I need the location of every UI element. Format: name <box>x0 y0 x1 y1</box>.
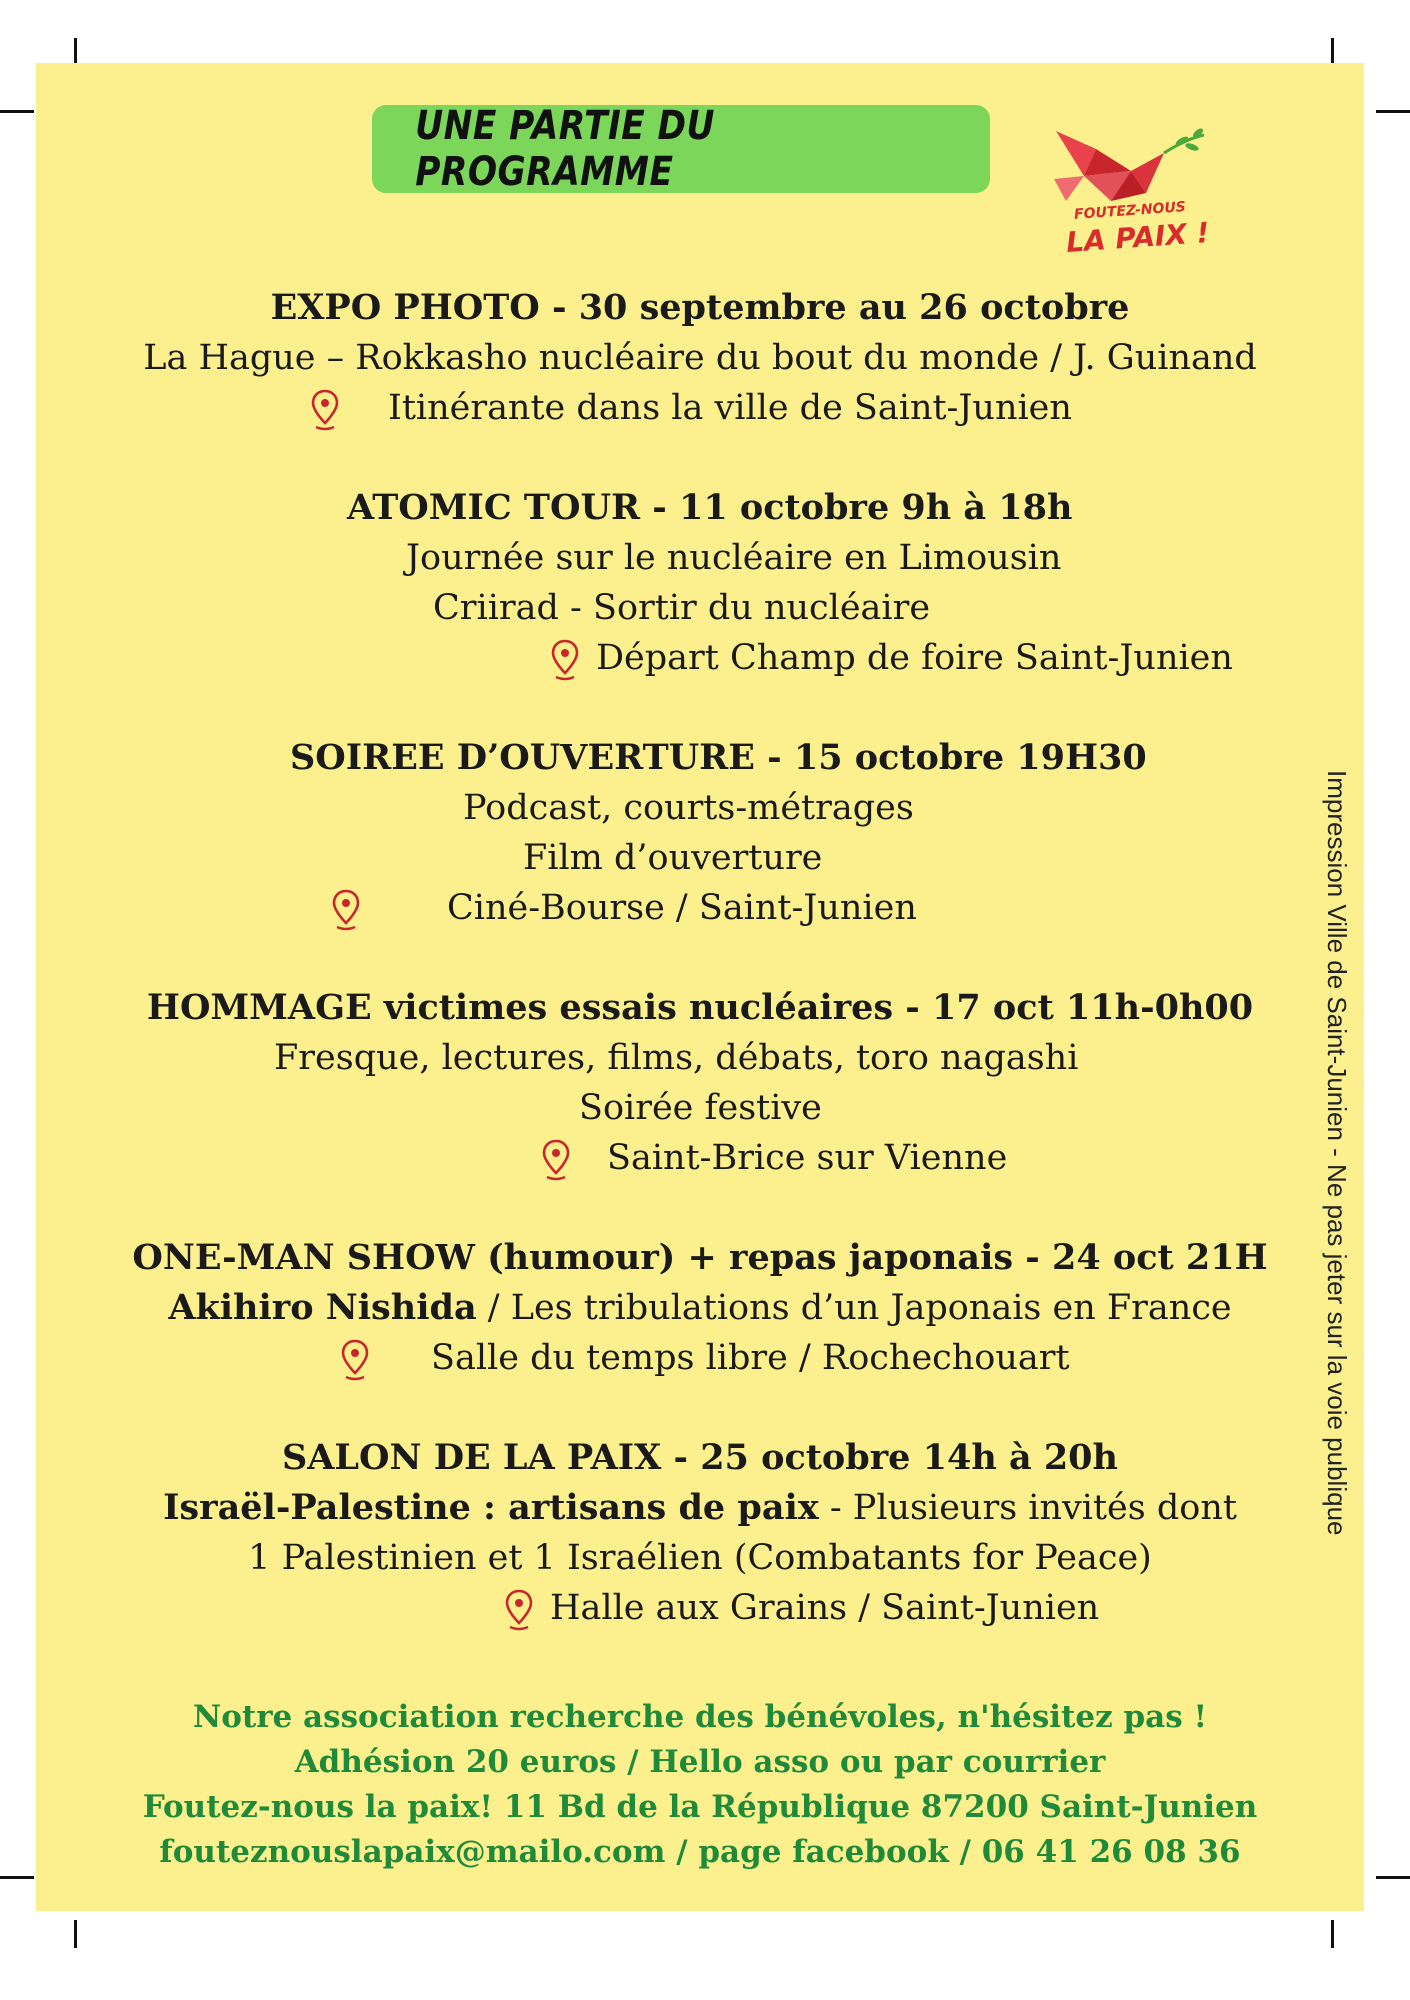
event-description: Podcast, courts-métrages <box>463 788 914 828</box>
event-location-line <box>36 883 1364 933</box>
event-description: Criirad - Sortir du nucléaire <box>433 588 931 628</box>
location-pin-icon <box>310 389 340 431</box>
salon-guests: - Plusieurs invités dont <box>818 1488 1237 1528</box>
event-location: Salle du temps libre / Rochechouart <box>431 1338 1070 1378</box>
location-pin-icon <box>504 1589 534 1631</box>
event-title: HOMMAGE victimes essais nucléaires - 17 oct 11h-0h00 <box>146 987 1254 1028</box>
event-location: Itinérante dans la ville de Saint-Junien <box>388 388 1072 428</box>
program-banner <box>372 105 990 193</box>
event-title: SOIREE D’OUVERTURE - 15 octobre 19H30 <box>290 737 1147 778</box>
event-location-line <box>36 383 1364 433</box>
location-pin-icon <box>541 1139 571 1181</box>
logo-text-top: FOUTEZ-NOUS <box>1073 199 1187 223</box>
volunteer-call: Notre association recherche des bénévoles, n'hésitez pas ! <box>192 1699 1208 1735</box>
flyer <box>36 63 1364 1911</box>
event-theme-line <box>36 1483 1364 1533</box>
event-description: 1 Palestinien et 1 Israélien (Combatants for Peace) <box>248 1538 1152 1578</box>
event-location: Ciné-Bourse / Saint-Junien <box>447 888 917 928</box>
event-performer-line <box>36 1283 1364 1333</box>
crop-mark <box>74 1920 77 1948</box>
logo-text-main: LA PAIX ! <box>1065 216 1211 259</box>
event-location-line <box>36 1583 1364 1633</box>
crop-mark <box>0 110 34 113</box>
performer-name: Akihiro Nishida <box>168 1287 477 1328</box>
foutez-nous-la-paix-logo <box>1036 121 1216 271</box>
membership-info: Adhésion 20 euros / Hello asso ou par courrier <box>294 1744 1106 1780</box>
postal-address: Foutez-nous la paix! 11 Bd de la République 87200 Saint-Junien <box>142 1789 1258 1825</box>
location-pin-icon <box>550 639 580 681</box>
event-location-line <box>36 633 1364 683</box>
event-title: EXPO PHOTO - 30 septembre au 26 octobre <box>270 287 1130 328</box>
event-one-man-show <box>36 1233 1364 1383</box>
event-description: Film d’ouverture <box>523 838 823 878</box>
location-pin-icon <box>331 889 361 931</box>
salon-theme: Israël-Palestine : artisans de paix <box>163 1487 819 1528</box>
event-description: Fresque, lectures, films, débats, toro nagashi <box>274 1038 1079 1078</box>
event-description: Journée sur le nucléaire en Limousin <box>406 538 1062 578</box>
crop-mark <box>1376 1876 1410 1879</box>
event-location: Départ Champ de foire Saint-Junien <box>596 638 1233 678</box>
banner-title: UNE PARTIE DU PROGRAMME <box>415 103 715 195</box>
event-description: La Hague – Rokkasho nucléaire du bout du monde / J. Guinand <box>143 338 1257 378</box>
event-atomic-tour <box>36 483 1364 683</box>
event-hommage <box>36 983 1364 1183</box>
event-description: Soirée festive <box>579 1088 822 1128</box>
event-soiree-ouverture <box>36 733 1364 933</box>
event-location: Saint-Brice sur Vienne <box>607 1138 1008 1178</box>
event-expo-photo <box>36 283 1364 433</box>
crop-mark <box>0 1876 34 1879</box>
contact-info: fouteznouslapaix@mailo.com / page facebook / 06 41 26 08 36 <box>159 1834 1241 1870</box>
event-title: SALON DE LA PAIX - 25 octobre 14h à 20h <box>281 1437 1118 1478</box>
event-salon-paix <box>36 1433 1364 1633</box>
event-location: Halle aux Grains / Saint-Junien <box>550 1588 1100 1628</box>
location-pin-icon <box>340 1339 370 1381</box>
print-notice: Impression Ville de Saint-Junien - Ne pas jeter sur la voie publique <box>1322 770 1352 1536</box>
event-title: ATOMIC TOUR - 11 octobre 9h à 18h <box>347 487 1073 528</box>
program-list <box>36 283 1364 1683</box>
show-title: / Les tribulations d’un Japonais en France <box>476 1288 1232 1328</box>
crop-mark <box>1331 1920 1334 1948</box>
crop-mark <box>1376 110 1410 113</box>
event-location-line <box>36 1333 1364 1383</box>
event-location-line <box>36 1133 1364 1183</box>
association-footer <box>36 1695 1364 1875</box>
event-title: ONE-MAN SHOW (humour) + repas japonais - 24 oct 21H <box>132 1237 1268 1278</box>
